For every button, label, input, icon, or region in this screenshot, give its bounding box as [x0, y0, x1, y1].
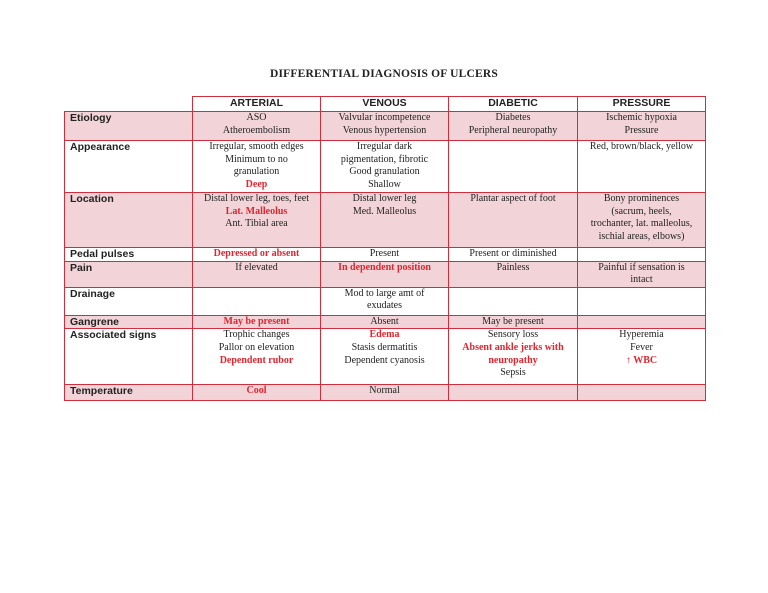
cell-etiology-pressure [578, 112, 706, 141]
cell-temperature-venous [321, 385, 449, 401]
cell-pedal-pulses-arterial [193, 248, 321, 262]
row-label-etiology: Etiology [65, 112, 193, 141]
table-row-appearance [65, 141, 706, 193]
cell-text-line: Peripheral neuropathy [468, 124, 558, 136]
row-label-associated-signs: Associated signs [65, 329, 193, 385]
cell-drainage-arterial [193, 287, 321, 315]
cell-text-line: Edema [369, 329, 400, 341]
cell-text-line: Irregular, smooth edges [209, 141, 304, 152]
table-row-pain [65, 261, 706, 287]
cell-associated-signs-arterial [193, 329, 321, 385]
cell-pedal-pulses-venous [321, 248, 449, 262]
cell-text-line: May be present [223, 315, 290, 327]
row-label-pedal-pulses: Pedal pulses [65, 248, 193, 262]
cell-text-line: Ant. Tibial area [225, 218, 288, 230]
document-title: DIFFERENTIAL DIAGNOSIS OF ULCERS [269, 68, 499, 80]
cell-location-diabetic [449, 193, 578, 248]
cell-text-line: Shallow [368, 178, 401, 190]
cell-text-line: Bony prominences [603, 193, 680, 204]
cell-text-line: ↑ WBC [625, 354, 658, 366]
cell-text-line: Normal [369, 385, 400, 397]
column-header-pressure: PRESSURE [578, 97, 706, 112]
row-label-temperature: Temperature [65, 385, 193, 401]
column-header-diabetic: DIABETIC [449, 97, 578, 112]
column-header-venous: VENOUS [321, 97, 449, 112]
cell-text-line: Good granulation [349, 166, 420, 178]
cell-text-line: Red, brown/black, yellow [589, 141, 694, 152]
cell-etiology-diabetic [449, 112, 578, 141]
row-label-drainage: Drainage [65, 287, 193, 315]
cell-text-line: Hyperemia [619, 329, 664, 341]
cell-text-line: Minimum to no [225, 153, 288, 165]
cell-text-line: Diabetes [495, 112, 531, 123]
cell-text-line: Dependent rubor [219, 354, 294, 366]
header-row [65, 97, 706, 112]
cell-temperature-arterial [193, 385, 321, 401]
cell-drainage-venous [321, 287, 449, 315]
table-row-drainage [65, 287, 706, 315]
cell-etiology-venous [321, 112, 449, 141]
cell-text-line: Irregular dark [356, 141, 413, 152]
cell-text-line: Present or diminished [469, 248, 557, 259]
cell-drainage-diabetic [449, 287, 578, 315]
cell-temperature-diabetic [449, 385, 578, 401]
cell-pain-pressure [578, 261, 706, 287]
cell-text-line: neuropathy [488, 354, 538, 366]
cell-gangrene-venous [321, 315, 449, 329]
cell-text-line: Sepsis [500, 367, 526, 379]
cell-gangrene-arterial [193, 315, 321, 329]
cell-text-line: Trophic changes [223, 329, 290, 341]
cell-text-line: Stasis dermatitis [351, 341, 418, 353]
cell-text-line: Deep [245, 178, 268, 190]
cell-text-line: Distal lower leg, toes, feet [204, 193, 309, 204]
cell-text-line: If elevated [235, 261, 278, 273]
cell-text-line: Dependent cyanosis [344, 354, 425, 366]
cell-text-line: granulation [233, 166, 280, 178]
table-row-location [65, 193, 706, 248]
cell-text-line: intact [630, 274, 653, 286]
header-corner [65, 97, 193, 112]
cell-text-line: Ischemic hypoxia [606, 112, 677, 123]
cell-pedal-pulses-pressure [578, 248, 706, 262]
cell-appearance-venous [321, 141, 449, 193]
cell-associated-signs-venous [321, 329, 449, 385]
cell-text-line: Present [369, 248, 400, 259]
row-label-appearance: Appearance [65, 141, 193, 193]
cell-temperature-pressure [578, 385, 706, 401]
cell-gangrene-pressure [578, 315, 706, 329]
cell-location-arterial [193, 193, 321, 248]
cell-text-line: Lat. Malleolus [225, 205, 288, 217]
cell-text-line: exudates [367, 300, 402, 312]
table-row-associated-signs [65, 329, 706, 385]
column-header-arterial: ARTERIAL [193, 97, 321, 112]
cell-text-line: Absent ankle jerks with [462, 341, 564, 353]
cell-text-line: Mod to large amt of [344, 287, 425, 299]
cell-pain-venous [321, 261, 449, 287]
cell-text-line: Absent [370, 315, 399, 327]
cell-text-line: Pallor on elevation [218, 341, 295, 353]
cell-text-line: Venous hypertension [342, 124, 427, 136]
cell-appearance-diabetic [449, 141, 578, 193]
table-row-etiology [65, 112, 706, 141]
row-label-gangrene: Gangrene [65, 315, 193, 329]
table-row-gangrene [65, 315, 706, 329]
cell-text-line: Med. Malleolus [352, 205, 417, 217]
cell-text-line: Distal lower leg [352, 193, 417, 204]
cell-text-line: Valvular incompetence [338, 112, 431, 123]
cell-text-line: (sacrum, heels, [611, 205, 672, 217]
cell-location-venous [321, 193, 449, 248]
cell-text-line: In dependent position [338, 261, 431, 273]
cell-text-line: Sensory loss [487, 329, 539, 341]
table-row-temperature [65, 385, 706, 401]
differential-diagnosis-table [64, 96, 706, 401]
row-label-pain: Pain [65, 261, 193, 287]
cell-drainage-pressure [578, 287, 706, 315]
cell-text-line: Fever [630, 341, 653, 353]
cell-appearance-pressure [578, 141, 706, 193]
cell-text-line: trochanter, lat. malleolus, [590, 218, 693, 230]
cell-text-line: Atheroembolism [222, 124, 291, 136]
cell-text-line: Painless [496, 261, 530, 273]
cell-pain-diabetic [449, 261, 578, 287]
cell-pedal-pulses-diabetic [449, 248, 578, 262]
cell-etiology-arterial [193, 112, 321, 141]
cell-appearance-arterial [193, 141, 321, 193]
cell-gangrene-diabetic [449, 315, 578, 329]
cell-location-pressure [578, 193, 706, 248]
table-row-pedal-pulses [65, 248, 706, 262]
cell-text-line: Cool [246, 385, 267, 397]
row-label-location: Location [65, 193, 193, 248]
cell-text-line: ASO [246, 112, 267, 123]
cell-text-line: May be present [482, 315, 544, 327]
cell-text-line: Pressure [624, 124, 659, 136]
cell-text-line: pigmentation, fibrotic [340, 153, 429, 165]
cell-text-line: Depressed or absent [213, 248, 300, 259]
cell-text-line: ischial areas, elbows) [598, 230, 685, 242]
cell-pain-arterial [193, 261, 321, 287]
cell-associated-signs-diabetic [449, 329, 578, 385]
cell-associated-signs-pressure [578, 329, 706, 385]
cell-text-line: Plantar aspect of foot [470, 193, 556, 204]
cell-text-line: Painful if sensation is [598, 261, 685, 273]
